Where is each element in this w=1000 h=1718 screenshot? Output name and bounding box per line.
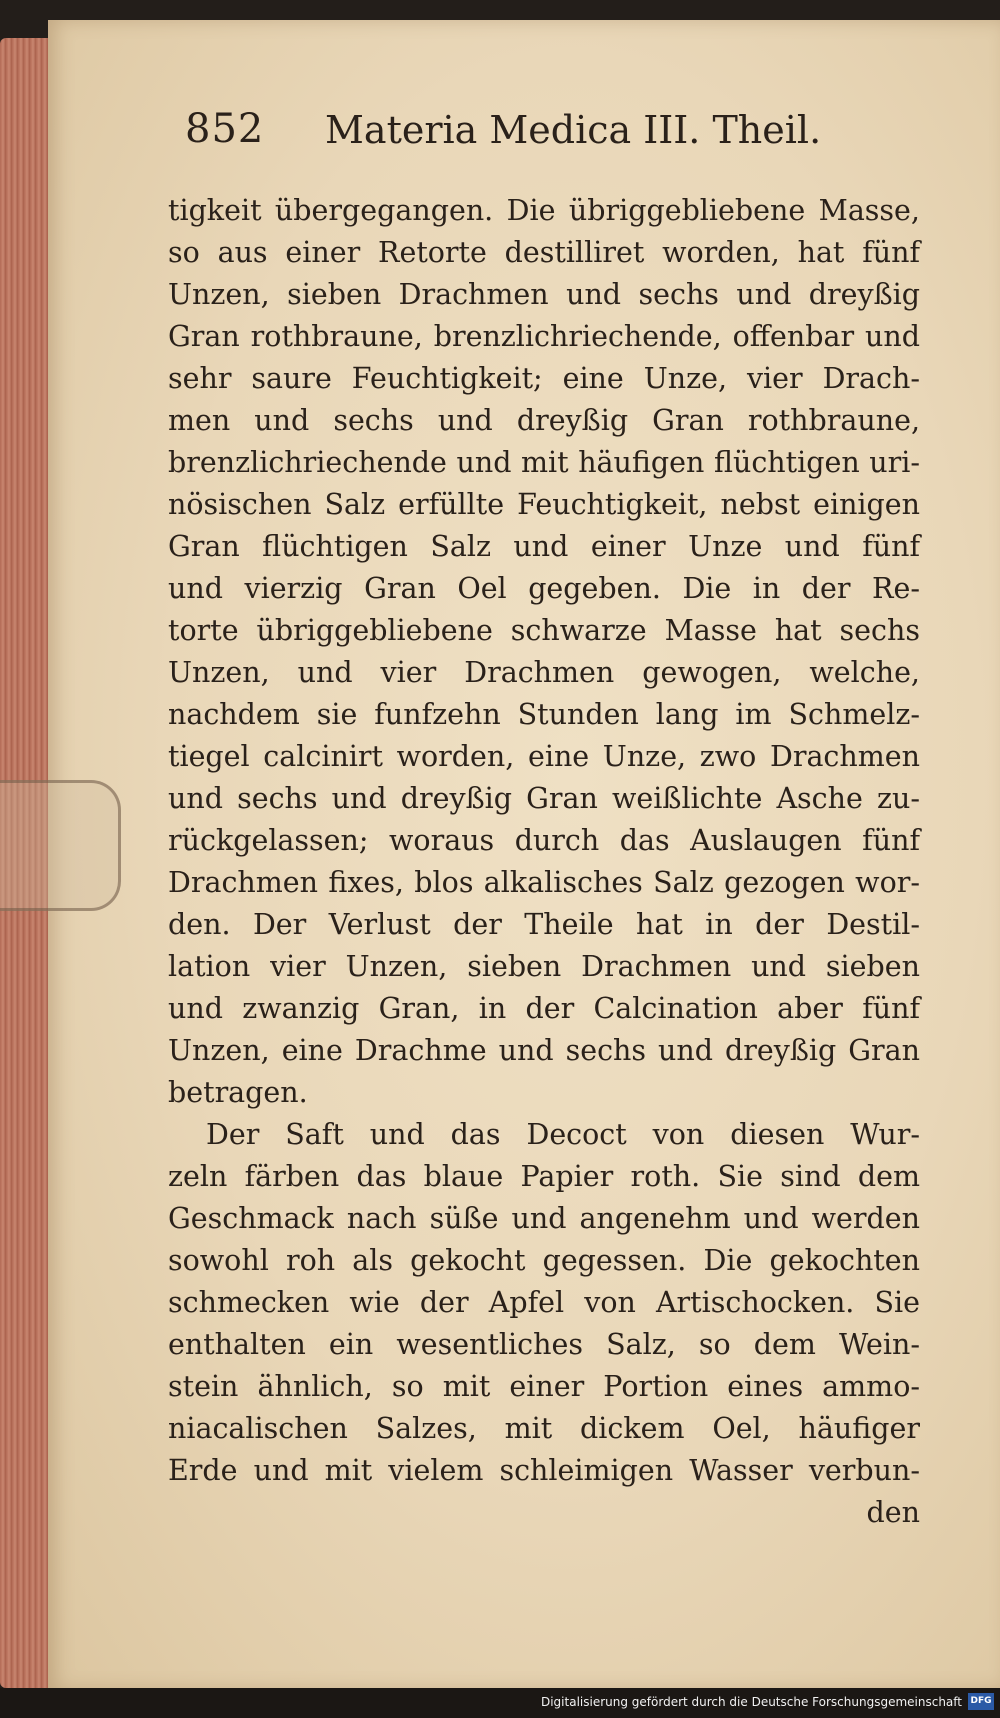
text-line: schmecken wie der Apfel von Artischocken. Sie — [168, 1286, 920, 1319]
catchword: den — [866, 1496, 920, 1529]
text-line: enthalten ein wesentliches Salz, so dem Wein- — [168, 1328, 920, 1361]
text-line: betragen. — [168, 1076, 308, 1109]
text-line: den. Der Verlust der Theile hat in der Destil- — [168, 908, 920, 941]
text-line: tigkeit übergegangen. Die übriggebliebene Masse, — [168, 194, 920, 227]
text-line: Der Saft und das Decoct von diesen Wur- — [206, 1118, 920, 1151]
funding-credit: Digitalisierung gefördert durch die Deutsche Forschungsgemeinschaft — [540, 1695, 962, 1709]
footer-bar — [0, 1688, 1000, 1718]
text-line: brenzlichriechende und mit häufigen flüchtigen uri- — [168, 446, 920, 479]
dfg-logo-icon: DFG — [968, 1693, 994, 1710]
text-line: und zwanzig Gran, in der Calcination aber fünf — [168, 992, 920, 1025]
text-line: sowohl roh als gekocht gegessen. Die gekochten — [168, 1244, 920, 1277]
text-line: stein ähnlich, so mit einer Portion eines ammo- — [168, 1370, 920, 1403]
text-line: Unzen, und vier Drachmen gewogen, welche, — [168, 656, 920, 689]
text-line: Unzen, eine Drachme und sechs und dreyßig Gran — [168, 1034, 920, 1067]
body-text — [168, 190, 920, 1534]
text-line: und sechs und dreyßig Gran weißlichte Asche zu- — [168, 782, 920, 815]
text-line: Gran flüchtigen Salz und einer Unze und fünf — [168, 530, 920, 563]
text-line: torte übriggebliebene schwarze Masse hat sechs — [168, 614, 920, 647]
text-line: Gran rothbraune, brenzlichriechende, offenbar und — [168, 320, 920, 353]
text-line: sehr saure Feuchtigkeit; eine Unze, vier Drach- — [168, 362, 920, 395]
text-line: zeln färben das blaue Papier roth. Sie sind dem — [168, 1160, 920, 1193]
text-line: nachdem sie funfzehn Stunden lang im Schmelz- — [168, 698, 920, 731]
text-line: und vierzig Gran Oel gegeben. Die in der Re- — [168, 572, 920, 605]
text-line: Geschmack nach süße und angenehm und werden — [168, 1202, 920, 1235]
text-line: lation vier Unzen, sieben Drachmen und sieben — [168, 950, 920, 983]
page-header — [185, 100, 885, 160]
page-number: 852 — [185, 106, 265, 152]
bookmark-tab — [0, 780, 121, 911]
text-line: men und sechs und dreyßig Gran rothbraune, — [168, 404, 920, 437]
text-line: niacalischen Salzes, mit dickem Oel, häufiger — [168, 1412, 920, 1445]
text-line: rückgelassen; woraus durch das Auslaugen fünf — [168, 824, 920, 857]
text-line: Drachmen fixes, blos alkalisches Salz gezogen wor- — [168, 866, 920, 899]
text-line: Unzen, sieben Drachmen und sechs und dreyßig — [168, 278, 920, 311]
text-line: Erde und mit vielem schleimigen Wasser verbun- — [168, 1454, 920, 1487]
text-line: tiegel calcinirt worden, eine Unze, zwo Drachmen — [168, 740, 920, 773]
text-line: nösischen Salz erfüllte Feuchtigkeit, nebst einigen — [168, 488, 920, 521]
text-line: so aus einer Retorte destilliret worden, hat fünf — [168, 236, 920, 269]
running-title: Materia Medica III. Theil. — [325, 108, 822, 152]
